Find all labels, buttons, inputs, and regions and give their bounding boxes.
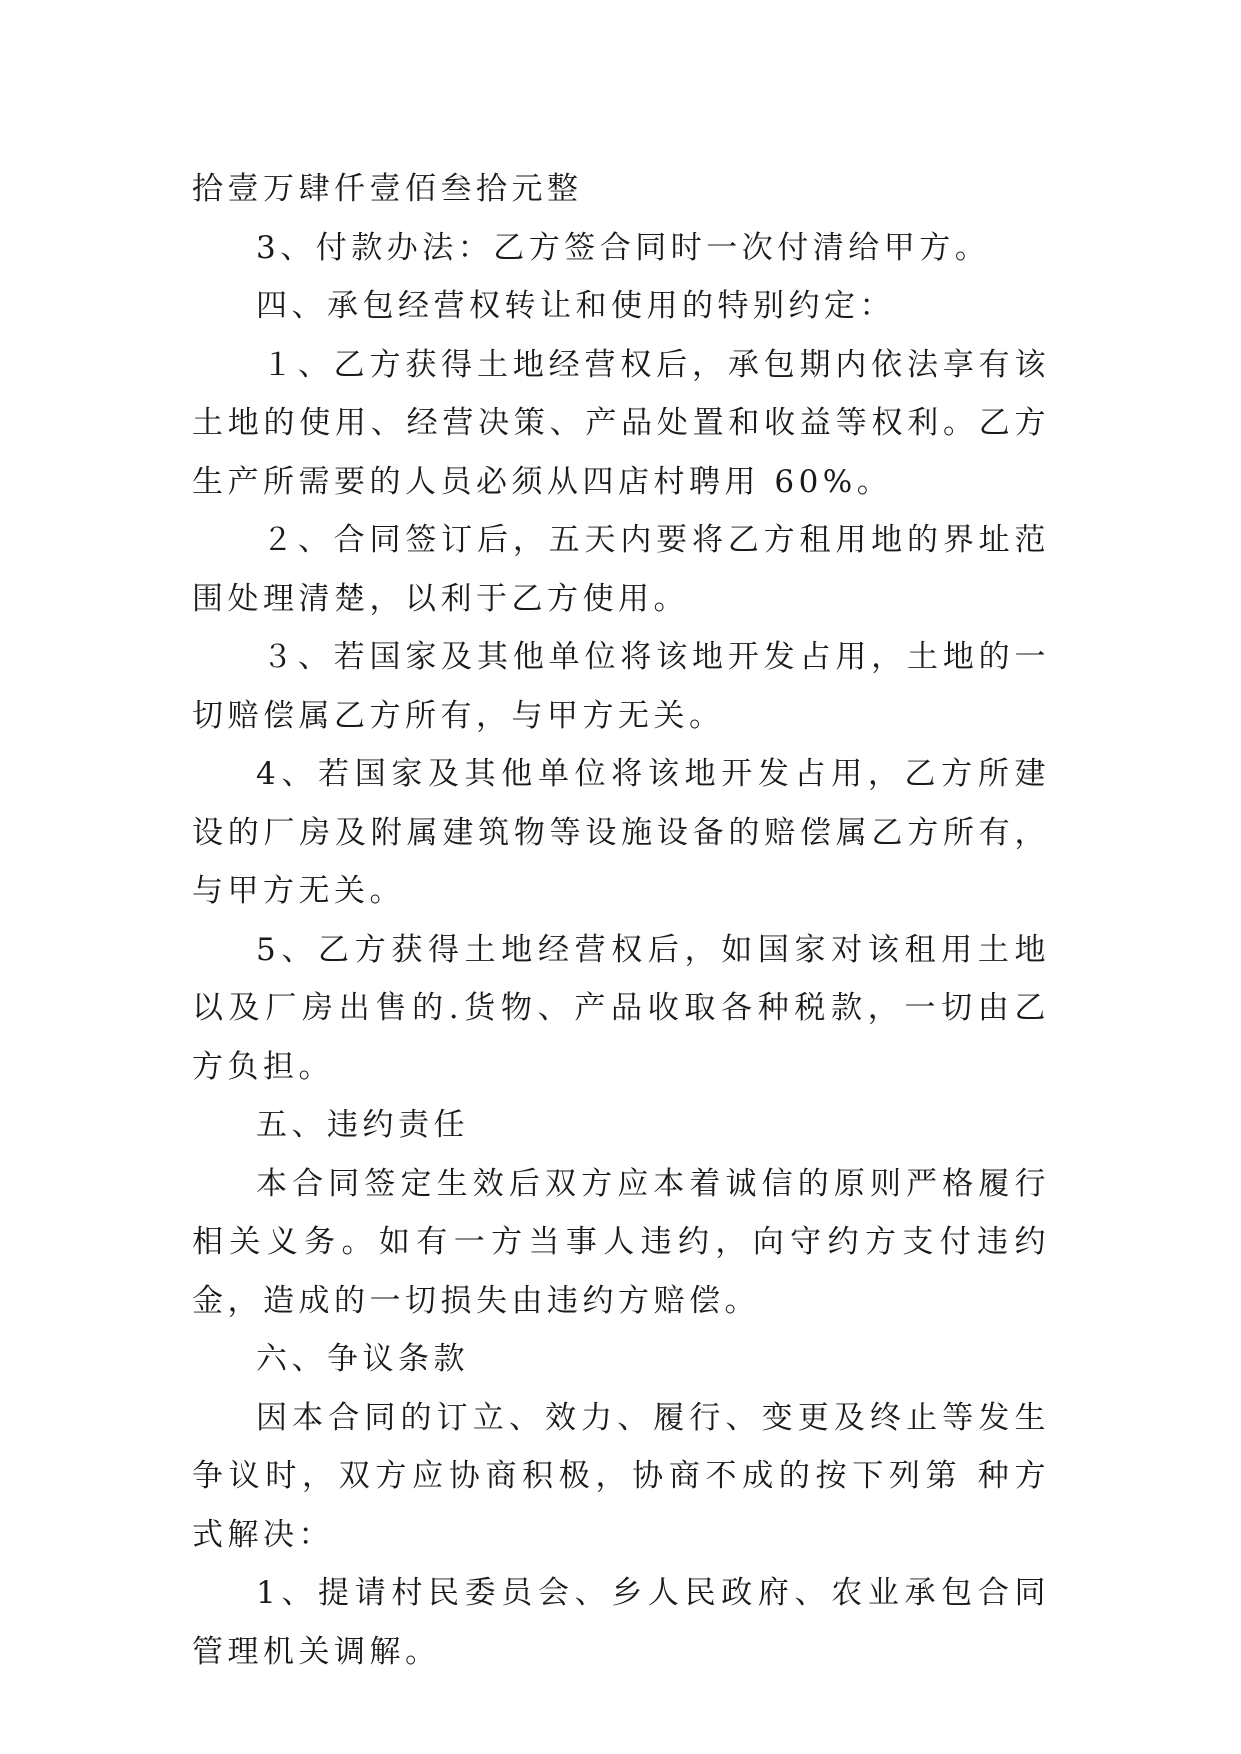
paragraph-clause-2: ２、合同签订后，五天内要将乙方租用地的界址范围处理清楚，以利于乙方使用。: [192, 522, 1050, 617]
paragraph-dispute-option-1: 1、提请村民委员会、乡人民政府、农业承包合同管理机关调解。: [192, 1575, 1050, 1670]
paragraph-clause-4: 4、若国家及其他单位将该地开发占用，乙方所建设的厂房及附属建筑物等设施设备的赔偿属乙方所有，与甲方无关。: [192, 756, 1050, 909]
paragraph-amount-continuation: 拾壹万肆仟壹佰叁拾元整: [192, 171, 583, 207]
paragraph-payment-method: 3、付款办法：乙方签合同时一次付清给甲方。: [256, 229, 991, 266]
section-heading-dispute: 六、争议条款: [256, 1341, 469, 1377]
paragraph-clause-1: １、乙方获得土地经营权后，承包期内依法享有该土地的使用、经营决策、产品处置和收益等权利。乙方生产所需要的人员必须从四店村聘用 60%。: [192, 346, 1050, 500]
paragraph-liability: 本合同签定生效后双方应本着诚信的原则严格履行相关义务。如有一方当事人违约，向守约方支付违约金，造成的一切损失由违约方赔偿。: [192, 1165, 1050, 1319]
document-body: [192, 160, 1050, 1681]
paragraph-clause-5: 5、乙方获得土地经营权后，如国家对该租用土地以及厂房出售的.货物、产品收取各种税款，一切由乙方负担。: [192, 931, 1050, 1085]
paragraph-dispute: 因本合同的订立、效力、履行、变更及终止等发生争议时，双方应协商积极，协商不成的按下列第 种方式解决：: [192, 1399, 1050, 1553]
paragraph-clause-3: ３、若国家及其他单位将该地开发占用，土地的一切赔偿属乙方所有，与甲方无关。: [192, 639, 1050, 734]
section-heading-special-terms: 四、承包经营权转让和使用的特别约定：: [256, 288, 895, 324]
section-heading-liability: 五、违约责任: [256, 1107, 469, 1143]
